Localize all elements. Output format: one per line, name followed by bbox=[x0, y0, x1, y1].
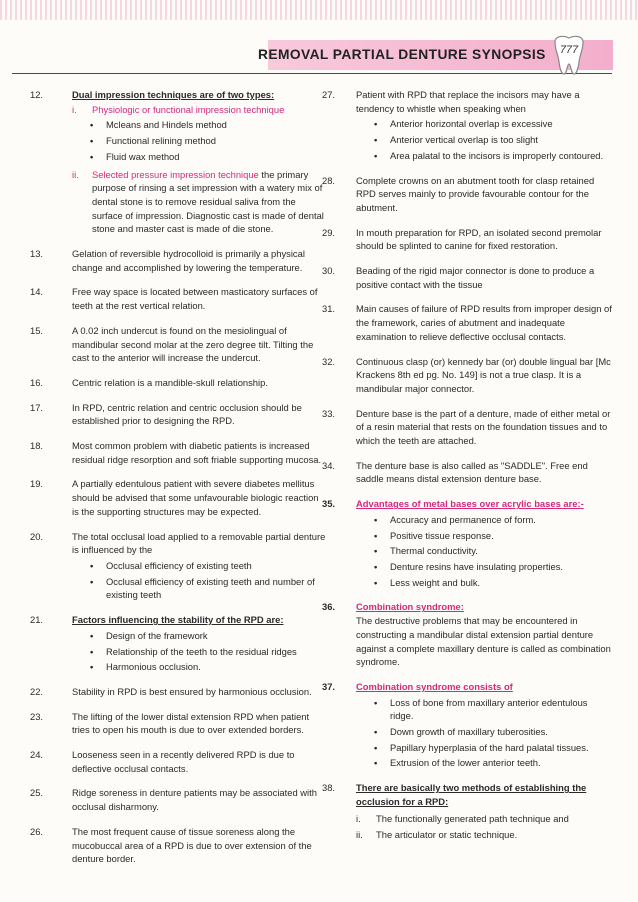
list-item-23: 23. The lifting of the lower distal extension RPD when patient tries to open his mouth is due to over extended borders. bbox=[30, 710, 326, 737]
item-text: Denture base is the part of a denture, made of either metal or of a resin material that rests on the foundation tissues and to which the teeth are attached. bbox=[356, 407, 611, 447]
item-heading: Dual impression techniques are of two types: bbox=[72, 89, 275, 100]
item-text: The most frequent cause of tissue soreness along the mucobuccal area of a RPD is due to over extension of the denture border. bbox=[72, 825, 312, 865]
list-item-32: 32. Continuous clasp (or) kennedy bar (or) double lingual bar [Mc Krackens 8th ed pg. No. 149] is not a true clasp. It is a mandibular major connector. bbox=[322, 355, 611, 394]
item-text: Gelation of reversible hydrocolloid is primarily a physical change and accomplished by lowering the temperature. bbox=[72, 248, 305, 273]
bullet-item: • Down growth of maxillary tuberosities. bbox=[374, 726, 548, 738]
list-item-24: 24. Looseness seen in a recently delivered RPD is due to deflective occlusal contacts. bbox=[30, 748, 326, 775]
bullet-item: • Design of the framework bbox=[90, 629, 208, 641]
roman-label: ii. bbox=[72, 168, 79, 180]
bullet-item: • Anterior vertical overlap is too slight bbox=[374, 134, 538, 146]
list-item-14: 14. Free way space is located between masticatory surfaces of teeth at the rest vertical relation. bbox=[30, 285, 326, 312]
item-heading: There are basically two methods of establishing the occlusion for a RPD: bbox=[356, 782, 587, 807]
item-text: Most common problem with diabetic patients is increased residual ridge resorption and soft friable supporting mucosa. bbox=[72, 440, 322, 465]
method-item: ii. The articulator or static technique. bbox=[356, 829, 518, 841]
list-item-17: 17. In RPD, centric relation and centric occlusion should be established prior to designing the RPD. bbox=[30, 401, 326, 428]
list-item-21: 21. Factors influencing the stability of the RPD are: • Design of the framework • Relationship of the teeth to the residual ridges • Harmonious occlusion. bbox=[30, 613, 326, 674]
bullet-item: • Fluid wax method bbox=[90, 150, 180, 162]
list-item-16: 16. Centric relation is a mandible-skull relationship. bbox=[30, 376, 326, 390]
list-item-31: 31. Main causes of failure of RPD results from improper design of the framework, caries of abutment and inadequate examination to relieve deflective occlusal contacts. bbox=[322, 303, 612, 342]
right-column bbox=[322, 88, 612, 842]
item-heading: Combination syndrome consists of bbox=[356, 680, 513, 692]
list-item-18: 18. Most common problem with diabetic patients is increased residual ridge resorption and soft friable supporting mucosa. bbox=[30, 439, 326, 466]
list-item-38: 38. There are basically two methods of establishing the occlusion for a RPD: i. The functionally generated path technique and ii. The articulator or static technique. bbox=[322, 781, 612, 842]
bullet-item: • Thermal conductivity. bbox=[374, 545, 478, 557]
bullet-item: • Anterior horizontal overlap is excessive bbox=[374, 118, 553, 130]
list-item-25: 25. Ridge soreness in denture patients may be associated with occlusal disharmony. bbox=[30, 786, 326, 813]
list-item-22: 22. Stability in RPD is best ensured by harmonious occlusion. bbox=[30, 685, 326, 699]
item-text: The destructive problems that may be encountered in constructing a mandibular distal extension partial denture against a complete maxillary denture is called as combination syndrome. bbox=[356, 615, 611, 668]
list-item-35: 35. Advantages of metal bases over acrylic bases are:- • Accuracy and permanence of form. • Positive tissue response. • Thermal conductivity. • Denture resins have insulating properties. • Less weight and bulk. bbox=[322, 497, 612, 589]
list-item-37: 37. Combination syndrome consists of • Loss of bone from maxillary anterior edentulous ridge. • Down growth of maxillary tuberosities. • Papillary hyperplasia of the hard palatal tissues. • Extrusion of the lower anterior teeth. bbox=[322, 680, 612, 770]
bullet-item: • Extrusion of the lower anterior teeth. bbox=[374, 757, 541, 769]
item-text: Stability in RPD is best ensured by harmonious occlusion. bbox=[72, 685, 312, 697]
bullet-item: • Harmonious occlusion. bbox=[90, 661, 201, 673]
bullet-item: • Denture resins have insulating properties. bbox=[374, 560, 564, 572]
list-item-28: 28. Complete crowns on an abutment tooth for clasp retained RPD serves mainly to provide favourable contour for the abutment. bbox=[322, 174, 612, 215]
list-item-26: 26. The most frequent cause of tissue soreness along the mucobuccal area of a RPD is due to over extension of the denture border. bbox=[30, 825, 326, 866]
bullet-item: • Accuracy and permanence of form. bbox=[374, 513, 536, 525]
bullet-item: • Mcleans and Hindels method bbox=[90, 119, 227, 131]
bullet-item: • Relationship of the teeth to the residual ridges bbox=[90, 645, 297, 657]
method-item: i. The functionally generated path technique and bbox=[356, 812, 569, 824]
list-item-27: 27. Patient with RPD that replace the incisors may have a tendency to whistle when speaking when • Anterior horizontal overlap is excessive • Anterior vertical overlap is too slight • Area palatal to the incisors is improperly contoured. bbox=[322, 88, 612, 163]
item-heading: Factors influencing the stability of the RPD are: bbox=[72, 614, 284, 626]
item-text: Looseness seen in a recently delivered RPD is due to deflective occlusal contacts. bbox=[72, 749, 295, 774]
left-column bbox=[30, 88, 326, 866]
item-text: In mouth preparation for RPD, an isolated second premolar should be splinted to canine for fixed restoration. bbox=[356, 226, 602, 252]
list-item-19: 19. A partially edentulous patient with severe diabetes mellitus should be advised that some unfavourable biologic reaction is the supporting structures may be expected. bbox=[30, 477, 326, 518]
item-text: The lifting of the lower distal extension RPD when patient tries to open his mouth is due to over extended borders. bbox=[72, 710, 310, 736]
list-item-13: 13. Gelation of reversible hydrocolloid is primarily a physical change and accomplished by lowering the temperature. bbox=[30, 247, 326, 274]
item-text: Centric relation is a mandible-skull relationship. bbox=[72, 376, 268, 388]
bullet-item: • Loss of bone from maxillary anterior edentulous ridge. bbox=[374, 696, 588, 722]
item-text: Beading of the rigid major connector is done to produce a positive contact with the tissue bbox=[356, 265, 595, 290]
header-rule bbox=[12, 73, 612, 74]
item-text: Ridge soreness in denture patients may be associated with occlusal disharmony. bbox=[72, 787, 317, 813]
list-item-36: 36. Combination syndrome: The destructive problems that may be encountered in constructing a mandibular distal extension partial denture against a complete maxillary denture is called as combination syndrome. bbox=[322, 601, 611, 668]
bullet-item: • Positive tissue response. bbox=[374, 529, 494, 541]
item-heading: Combination syndrome: bbox=[356, 601, 464, 613]
item-heading: Advantages of metal bases over acrylic bases are:- bbox=[356, 498, 584, 510]
roman-label: i. bbox=[72, 103, 77, 115]
bullet-item: • Functional relining method bbox=[90, 135, 216, 147]
item-text: Selected pressure impression technique the primary purpose of rinsing a set impression with a watery mix of dental stone is to remove residual saliva from the surface of impression. Diagnostic cast is made of dental stone and master cast is made of die stone. bbox=[92, 168, 324, 235]
item-number: 12. bbox=[30, 89, 44, 100]
page-number: 777 bbox=[559, 44, 579, 56]
item-text: Complete crowns on an abutment tooth for clasp retained RPD serves mainly to provide favourable contour for the abutment. bbox=[356, 174, 595, 213]
list-item-20: 20. The total occlusal load applied to a removable partial denture is influenced by the • Occlusal efficiency of existing teeth • Occlusal efficiency of existing teeth and number of existing teeth bbox=[30, 530, 326, 601]
item-text: Free way space is located between masticatory surfaces of teeth at the rest vertical relation. bbox=[72, 286, 318, 312]
bullet-item: • Area palatal to the incisors is improperly contoured. bbox=[374, 149, 604, 161]
list-item-34: 34. The denture base is also called as "SADDLE". Free end saddle means distal extension denture base. bbox=[322, 459, 612, 486]
bullet-item: • Papillary hyperplasia of the hard palatal tissues. bbox=[374, 741, 589, 753]
top-stripe-decoration bbox=[0, 0, 638, 20]
item-text: A partially edentulous patient with severe diabetes mellitus should be advised that some unfavourable biologic reaction is the supporting structures may be expected. bbox=[72, 478, 319, 517]
bullet-item: • Occlusal efficiency of existing teeth bbox=[90, 559, 252, 571]
item-text: The denture base is also called as "SADDLE". Free end saddle means distal extension denture base. bbox=[356, 459, 588, 485]
item-text: In RPD, centric relation and centric occlusion should be established prior to designing the RPD. bbox=[72, 401, 302, 427]
bullet-item: • Occlusal efficiency of existing teeth and number of existing teeth bbox=[90, 575, 315, 601]
item-text: Main causes of failure of RPD results from improper design of the framework, caries of abutment and inadequate examination to relieve deflective occlusal contacts. bbox=[356, 303, 612, 342]
list-item-30: 30. Beading of the rigid major connector is done to produce a positive contact with the tissue bbox=[322, 264, 612, 291]
page-title: REMOVAL PARTIAL DENTURE SYNOPSIS bbox=[258, 47, 546, 62]
list-item-29: 29. In mouth preparation for RPD, an isolated second premolar should be splinted to canine for fixed restoration. bbox=[322, 226, 612, 253]
sub-heading: Physiologic or functional impression technique bbox=[92, 103, 285, 115]
item-text: Continuous clasp (or) kennedy bar (or) double lingual bar [Mc Krackens 8th ed pg. No. 149] is not a true clasp. It is a mandibular major connector. bbox=[356, 355, 611, 394]
list-item-15: 15. A 0.02 inch undercut is found on the mesiolingual of mandibular second molar at the zero degree tilt. Tilting the cast to the anterior will increase the undercut. bbox=[30, 324, 326, 365]
list-item-33: 33. Denture base is the part of a denture, made of either metal or of a resin material that rests on the foundation tissues and to which the teeth are attached. bbox=[322, 407, 611, 447]
item-text: Patient with RPD that replace the incisors may have a tendency to whistle when speaking when bbox=[356, 89, 580, 114]
bullet-item: • Less weight and bulk. bbox=[374, 576, 481, 588]
item-text: The total occlusal load applied to a removable partial denture is influenced by the bbox=[72, 530, 326, 556]
item-text: A 0.02 inch undercut is found on the mesiolingual of mandibular second molar at the zero degree tilt. Tilting the cast to the anterior will increase the undercut. bbox=[72, 324, 314, 364]
list-item-12 bbox=[30, 88, 326, 236]
